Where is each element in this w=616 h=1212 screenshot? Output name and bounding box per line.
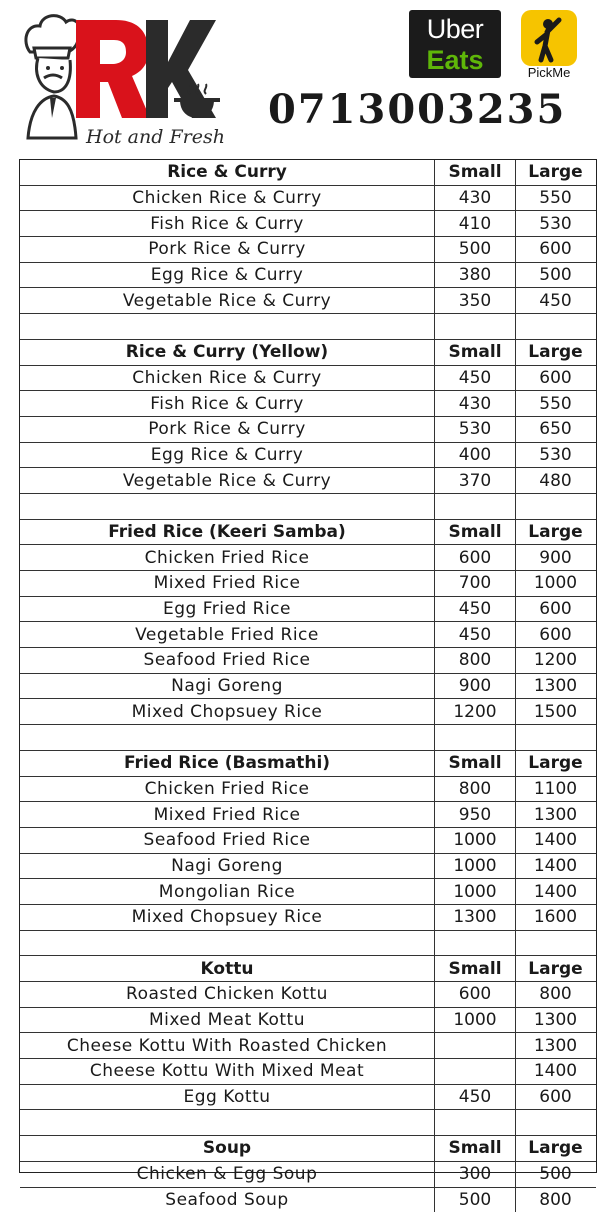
item-name: Mixed Fried Rice [20,571,434,596]
spacer-cell [20,931,434,956]
large-price: 800 [515,1188,595,1212]
spacer-cell [515,494,595,519]
section-header-row [20,1135,596,1161]
spacer-row [20,724,596,750]
large-price: 500 [515,263,595,288]
section-title: Kottu [20,956,434,981]
section-title: Fried Rice (Basmathi) [20,751,434,776]
small-price: 410 [434,211,515,236]
item-name: Cheese Kottu With Roasted Chicken [20,1033,434,1058]
small-price: 350 [434,288,515,313]
table-row [20,416,596,442]
table-row [20,1032,596,1058]
item-name: Seafood Fried Rice [20,648,434,673]
section-header-row [20,339,596,365]
large-price: 1100 [515,777,595,802]
table-row [20,287,596,313]
table-row [20,827,596,853]
spacer-cell [515,931,595,956]
table-row [20,801,596,827]
table-row [20,776,596,802]
large-price: 600 [515,597,595,622]
small-price: 500 [434,237,515,262]
spacer-cell [434,314,515,339]
small-price: 450 [434,1085,515,1110]
small-price: 800 [434,777,515,802]
large-price: 450 [515,288,595,313]
large-column-header: Large [515,956,595,981]
small-column-header: Small [434,520,515,545]
spacer-cell [515,314,595,339]
uber-eats-line2: Eats [409,45,501,76]
item-name: Seafood Fried Rice [20,828,434,853]
table-row [20,853,596,879]
spacer-row [20,313,596,339]
item-name: Mixed Chopsuey Rice [20,699,434,724]
large-price: 1600 [515,905,595,930]
table-row [20,544,596,570]
rk-logo [20,8,220,148]
pickme-logo [521,10,577,66]
large-column-header: Large [515,1136,595,1161]
spacer-row [20,930,596,956]
small-price: 370 [434,468,515,493]
table-row [20,442,596,468]
spacer-cell [20,725,434,750]
table-row [20,981,596,1007]
item-name: Pork Rice & Curry [20,237,434,262]
small-column-header: Small [434,340,515,365]
small-price: 450 [434,597,515,622]
large-price: 600 [515,1085,595,1110]
item-name: Fish Rice & Curry [20,211,434,236]
large-price: 1300 [515,674,595,699]
table-row [20,1058,596,1084]
large-price: 1300 [515,802,595,827]
large-price: 550 [515,186,595,211]
small-price [434,1059,515,1084]
section-title: Fried Rice (Keeri Samba) [20,520,434,545]
small-price: 1000 [434,828,515,853]
large-price: 1200 [515,648,595,673]
table-row [20,1007,596,1033]
item-name: Egg Fried Rice [20,597,434,622]
spacer-cell [515,1110,595,1135]
tagline: Hot and Fresh [86,126,225,148]
large-price: 600 [515,237,595,262]
item-name: Roasted Chicken Kottu [20,982,434,1007]
item-name: Mixed Fried Rice [20,802,434,827]
table-row [20,365,596,391]
small-price: 700 [434,571,515,596]
small-column-header: Small [434,160,515,185]
table-row [20,621,596,647]
table-row [20,1084,596,1110]
small-price: 600 [434,982,515,1007]
item-name: Vegetable Rice & Curry [20,468,434,493]
large-price: 1400 [515,1059,595,1084]
table-row [20,878,596,904]
item-name: Chicken Rice & Curry [20,366,434,391]
spacer-cell [434,1110,515,1135]
small-price: 950 [434,802,515,827]
item-name: Nagi Goreng [20,674,434,699]
spacer-cell [515,725,595,750]
large-column-header: Large [515,340,595,365]
table-row [20,467,596,493]
pickme-badge [519,10,579,80]
small-price: 530 [434,417,515,442]
table-row [20,570,596,596]
small-price: 300 [434,1162,515,1187]
item-name: Nagi Goreng [20,854,434,879]
large-price: 550 [515,391,595,416]
uber-eats-line1: Uber [409,14,501,45]
item-name: Mixed Chopsuey Rice [20,905,434,930]
item-name: Chicken Rice & Curry [20,186,434,211]
large-price: 1500 [515,699,595,724]
table-row [20,1161,596,1187]
large-price: 1000 [515,571,595,596]
large-price: 1300 [515,1008,595,1033]
spacer-cell [434,931,515,956]
large-price: 530 [515,211,595,236]
small-price: 1300 [434,905,515,930]
small-price [434,1033,515,1058]
small-price: 800 [434,648,515,673]
table-row [20,647,596,673]
pickme-label: PickMe [519,65,579,80]
item-name: Egg Rice & Curry [20,263,434,288]
item-name: Chicken Fried Rice [20,545,434,570]
small-price: 1000 [434,1008,515,1033]
large-price: 800 [515,982,595,1007]
large-price: 1400 [515,879,595,904]
large-price: 1400 [515,854,595,879]
small-price: 1000 [434,879,515,904]
small-price: 500 [434,1188,515,1212]
table-row [20,262,596,288]
spacer-row [20,493,596,519]
small-price: 1200 [434,699,515,724]
item-name: Egg Kottu [20,1085,434,1110]
small-price: 400 [434,443,515,468]
small-price: 450 [434,622,515,647]
large-price: 650 [515,417,595,442]
spacer-cell [434,725,515,750]
small-column-header: Small [434,751,515,776]
item-name: Mongolian Rice [20,879,434,904]
large-column-header: Large [515,520,595,545]
section-header-row [20,955,596,981]
item-name: Egg Rice & Curry [20,443,434,468]
large-price: 530 [515,443,595,468]
large-price: 600 [515,622,595,647]
small-price: 900 [434,674,515,699]
table-row [20,236,596,262]
small-price: 1000 [434,854,515,879]
section-header-row [20,750,596,776]
item-name: Chicken & Egg Soup [20,1162,434,1187]
spacer-row [20,1109,596,1135]
section-title: Rice & Curry (Yellow) [20,340,434,365]
item-name: Mixed Meat Kottu [20,1008,434,1033]
spacer-cell [20,1110,434,1135]
small-price: 450 [434,366,515,391]
menu-table [19,159,597,1173]
large-price: 1300 [515,1033,595,1058]
item-name: Pork Rice & Curry [20,417,434,442]
large-column-header: Large [515,751,595,776]
item-name: Fish Rice & Curry [20,391,434,416]
item-name: Vegetable Fried Rice [20,622,434,647]
large-price: 1400 [515,828,595,853]
large-price: 500 [515,1162,595,1187]
small-price: 600 [434,545,515,570]
section-title: Soup [20,1136,434,1161]
small-column-header: Small [434,1136,515,1161]
small-price: 430 [434,186,515,211]
table-row [20,698,596,724]
small-price: 380 [434,263,515,288]
uber-eats-badge [409,10,501,78]
large-price: 480 [515,468,595,493]
table-row [20,390,596,416]
small-price: 430 [434,391,515,416]
item-name: Chicken Fried Rice [20,777,434,802]
section-title: Rice & Curry [20,160,434,185]
spacer-cell [434,494,515,519]
table-row [20,1187,596,1212]
spacer-cell [20,314,434,339]
table-row [20,596,596,622]
spacer-cell [20,494,434,519]
table-row [20,210,596,236]
small-column-header: Small [434,956,515,981]
person-waving-icon [521,10,577,66]
item-name: Cheese Kottu With Mixed Meat [20,1059,434,1084]
large-price: 600 [515,366,595,391]
item-name: Seafood Soup [20,1188,434,1212]
menu-header [0,0,616,150]
table-row [20,673,596,699]
table-row [20,904,596,930]
section-header-row [20,519,596,545]
table-row [20,185,596,211]
item-name: Vegetable Rice & Curry [20,288,434,313]
section-header-row [20,160,596,185]
large-price: 900 [515,545,595,570]
phone-number: 0713003235 [268,86,566,133]
large-column-header: Large [515,160,595,185]
